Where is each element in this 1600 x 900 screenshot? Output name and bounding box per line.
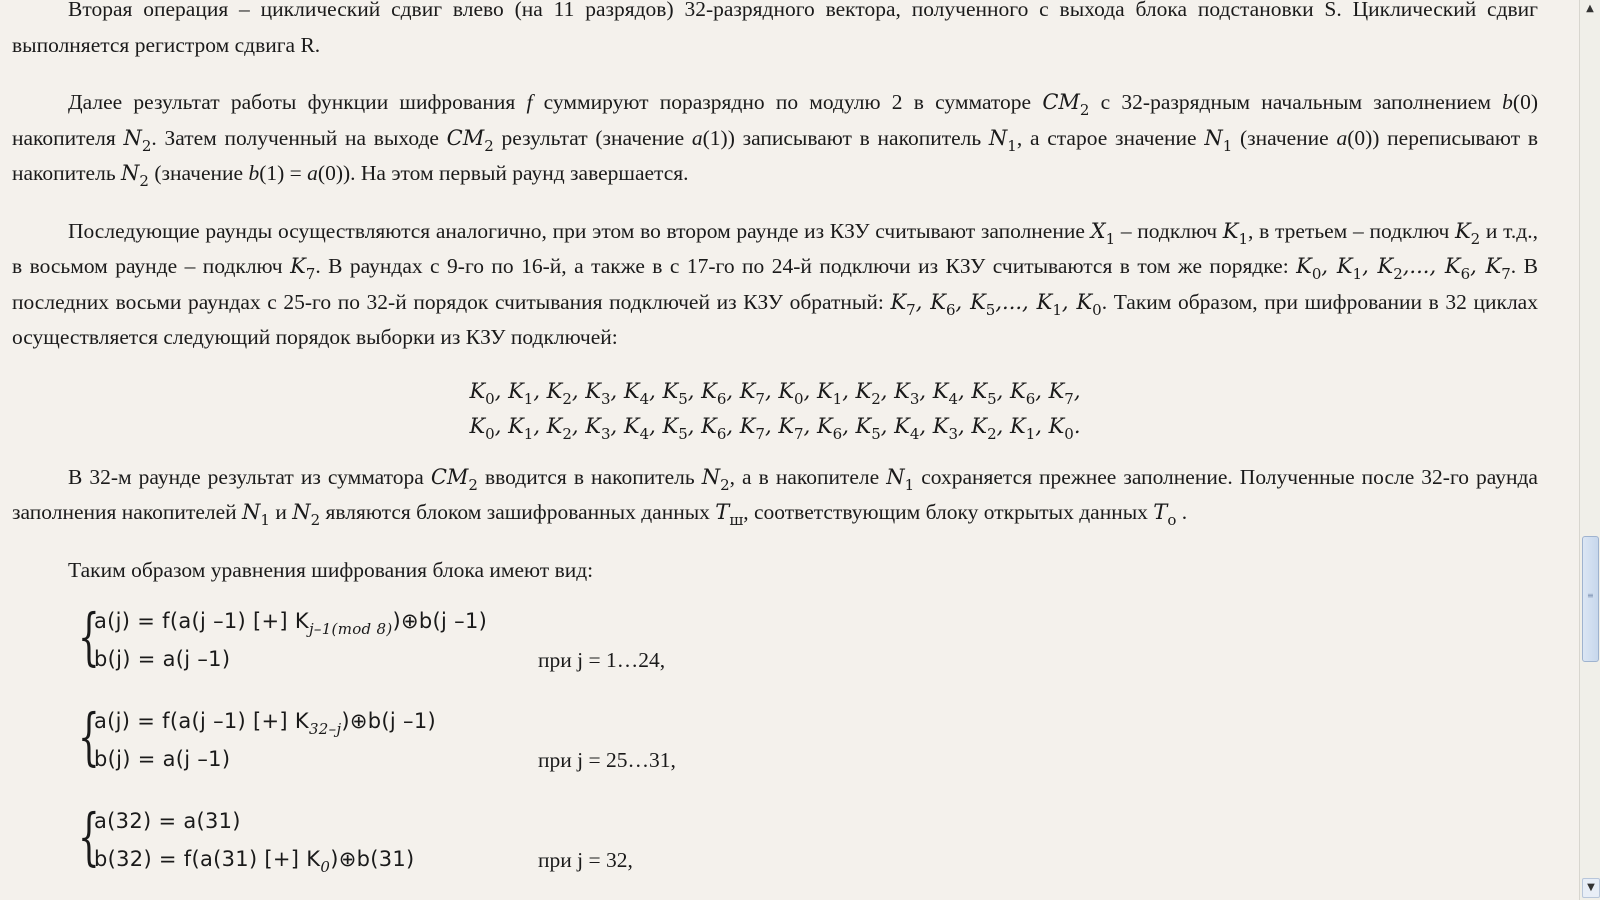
subkey: $K_4$ — [623, 378, 650, 408]
subkey: $K_1$ — [508, 378, 534, 408]
subkey: $K_4$ — [623, 413, 650, 443]
equation-2-line-2: b(j) = a(j –1) — [94, 747, 231, 771]
paragraph-equations-intro: Таким образом уравнения шифрования блока имеют вид: — [68, 557, 594, 582]
subkey: $K_0$ — [469, 378, 495, 408]
subkey: $K_5$ — [662, 413, 688, 443]
subkey: $K_3$ — [585, 378, 611, 408]
left-brace: { — [78, 700, 100, 773]
subkey: $K_5$ — [662, 378, 688, 408]
equation-1-line-2: b(j) = a(j –1) — [94, 647, 231, 671]
subkey: $K_4$ — [932, 378, 959, 408]
subkey: $K_6$ — [701, 413, 727, 443]
key-sequence-block — [12, 374, 1538, 444]
subkey: $K_1$ — [816, 378, 843, 408]
paragraph-adder: Далее результат работы функции шифрования f суммируют поразрядно по модулю 2 в сумматоре $CM_2$ с 32-разрядным начальным заполнением b(0) накопителя $N_2$. Затем полученный на выходе $CM_2$ результат (значение a(1)) записывают в накопитель $N_1$, а старое значение $N_1$ (значение a(0)) переписывают в накопитель $N_2$ (значение b(1) = a(0)). На этом первый раунд завершается. — [12, 90, 1538, 190]
subkey: $K_4$ — [894, 413, 920, 443]
equation-2-condition: при j = 25…31, — [538, 748, 676, 772]
subkey: $K_5$ — [855, 413, 881, 443]
subkey: $K_3$ — [585, 413, 611, 443]
grip-icon: ≡ — [1587, 591, 1594, 600]
paragraph-rounds: Последующие раунды осуществляются аналогично, при этом во втором раунде из КЗУ считывают заполнение $X_1$ – подключ $K_1$, в третьем – подключ $K_2$ и т.д., в восьмом раунде – подключ $K_7$. В раундах с 9-го по 16-й, а также в с 17-го по 24-й подключи из КЗУ считываются в том же порядке: $K_0$, $K_1$, $K_2$,..., $K_6$, $K_7$. В последних восьми раундах с 25-го по 32-й порядок считывания подключей из КЗУ обратный: $K_7$, $K_6$, $K_5$,..., $K_1$, $K_0$. Таким образом, при шифровании в 32 циклах осуществляется следующий порядок выборки из КЗУ подключей: — [12, 218, 1538, 349]
subkey: $K_0$ — [778, 378, 804, 408]
scroll-up-icon[interactable]: ▲ — [1586, 3, 1594, 14]
subkey: $K_2$ — [546, 413, 572, 443]
subkey: $K_2$ — [546, 378, 572, 408]
equation-1-line-1: a(j) = f(a(j –1) [+] $K_{j-1(mod 8)})\oplus b(j$ –1) — [94, 609, 488, 638]
subkey: $K_7$ — [739, 378, 765, 408]
subkey: $K_3$ — [932, 413, 959, 443]
subkey: $K_1$ — [1009, 413, 1036, 443]
paragraph-round-32: В 32-м раунде результат из сумматора $CM_2$ вводится в накопитель $N_2$, а в накопителе $N_1$ сохраняется прежнее заполнение. Полученные после 32-го раунда заполнения накопителей $N_1$ и $N_2$ являются блоком зашифрованных данных $T_ш$, соответствующим блоку открытых данных $T_o$ . — [12, 464, 1538, 529]
subkey: $K_0$ — [1048, 413, 1074, 443]
subkey: $K_3$ — [894, 378, 920, 408]
vertical-scrollbar[interactable] — [1579, 0, 1600, 900]
subkey: $K_2$ — [855, 378, 881, 408]
paragraph-shift: Вторая операция – циклический сдвиг влево (на 11 разрядов) 32-разрядного вектора, полученного с выхода блока подстановки S. Циклический сдвиг выполняется регистром сдвига R. — [12, 0, 1538, 57]
subkey: $K_7$ — [739, 413, 765, 443]
scroll-thumb[interactable] — [1582, 536, 1599, 662]
subkey: $K_2$ — [971, 413, 997, 443]
equation-1-condition: при j = 1…24, — [538, 648, 666, 672]
subkey: $K_6$ — [816, 413, 843, 443]
subkey: $K_0$ — [469, 413, 495, 443]
left-brace: { — [78, 600, 100, 673]
equation-3-line-2: b(32) = f(a(31) [+] $K_0)\oplus b(31)$ — [94, 847, 415, 876]
subkey: $K_5$ — [971, 378, 997, 408]
equation-system-2 — [78, 702, 1538, 802]
equation-3-line-1: a(32) = a(31) — [94, 809, 241, 833]
subkey: $K_6$ — [701, 378, 727, 408]
subkey: $K_1$ — [508, 413, 534, 443]
subkey: $K_6$ — [1009, 378, 1036, 408]
key-sequence-line-2: $K_0$, $K_1$, $K_2$, $K_3$, $K_4$, $K_5$, $K_6$, $K_7$, $K_7$, $K_6$, $K_5$, $K_4$, $K_3$, $K_2$, $K_1$, $K_0$. — [469, 413, 1081, 443]
equation-2-line-1: a(j) = f(a(j –1) [+] $K_{32-j})\oplus b(j$ –1) — [94, 709, 436, 738]
scroll-down-icon[interactable]: ▼ — [1582, 878, 1600, 898]
key-sequence-line-1: $K_0$, $K_1$, $K_2$, $K_3$, $K_4$, $K_5$, $K_6$, $K_7$, $K_0$, $K_1$, $K_2$, $K_3$, $K_4$, $K_5$, $K_6$, $K_7$, — [469, 378, 1081, 408]
subkey: $K_7$ — [778, 413, 804, 443]
left-brace: { — [78, 800, 100, 873]
equation-system-1 — [78, 602, 1538, 702]
equation-system-3 — [78, 802, 1538, 900]
equation-3-condition: при j = 32, — [538, 848, 633, 872]
subkey: $K_7$ — [1048, 378, 1074, 408]
